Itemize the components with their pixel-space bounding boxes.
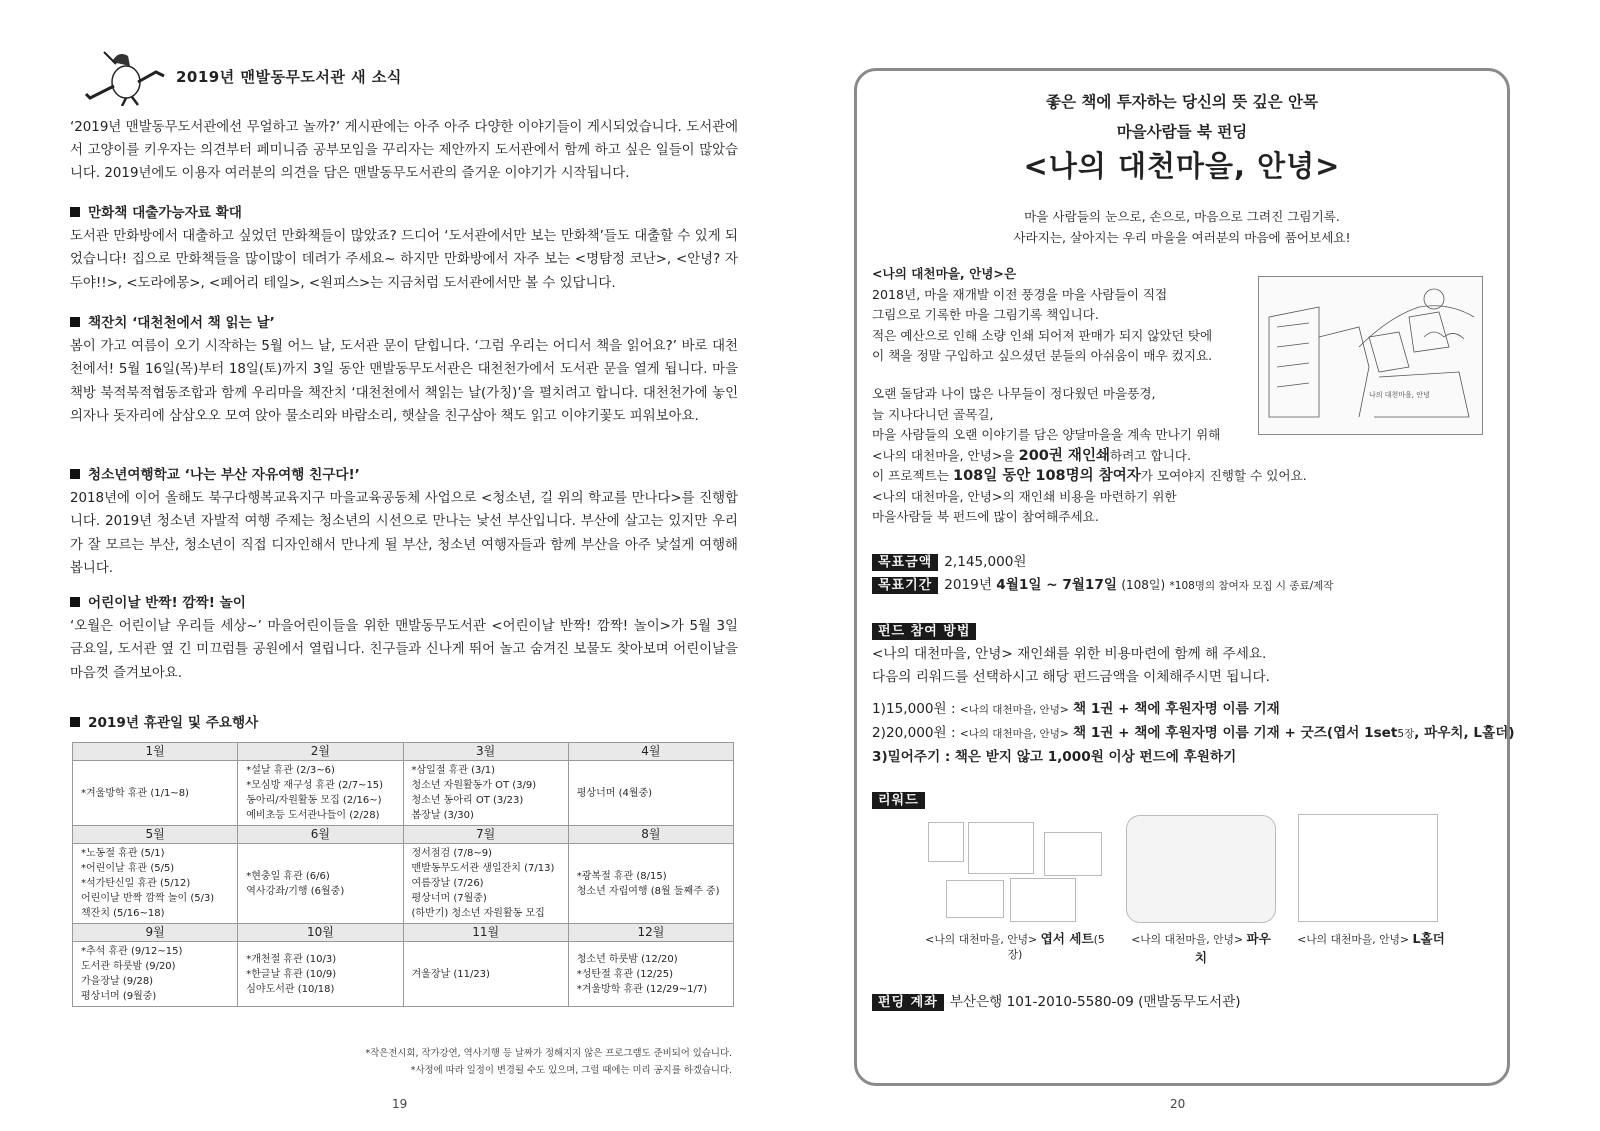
month-header: 1월	[73, 743, 238, 761]
schedule-cell	[568, 761, 733, 826]
section-heading: 어린이날 반짝! 깜짝! 놀이	[70, 592, 738, 615]
schedule-cell	[403, 761, 568, 826]
goal-value: 2,145,000원	[944, 554, 1027, 570]
schedule-item: 봄장날 (3/30)	[411, 810, 474, 821]
schedule-item: 예비초등 도서관나들이 (2/28)	[246, 810, 380, 821]
desc-line: 2018년, 마을 재개발 이전 풍경을 마을 사람들이 직접	[872, 286, 1168, 302]
note-line: *사정에 따라 일정이 변경될 수도 있으며, 그럴 때에는 미리 공지를 하겠습니다.	[410, 1065, 732, 1076]
square-bullet-icon	[70, 597, 80, 607]
account-tag: 펀딩 계좌	[872, 994, 944, 1011]
subtitle-line: 마을 사람들의 눈으로, 손으로, 마음으로 그려진 그림기록.	[1024, 209, 1340, 224]
month-header: 9월	[73, 924, 238, 942]
description-1	[872, 264, 1212, 367]
page-title: 2019년 맨발동무도서관 새 소식	[176, 68, 402, 86]
schedule-item: 평상너머 (4월중)	[576, 787, 653, 799]
postcard-image	[1044, 832, 1102, 876]
month-header-row	[73, 924, 734, 942]
section-book-festival	[70, 312, 738, 428]
section-comics	[70, 202, 738, 295]
headline-2: 마을사람들 북 펀딩	[1116, 123, 1248, 141]
schedule-cell	[238, 844, 403, 924]
schedule-cell	[568, 844, 733, 924]
schedule-item: 청소년 하룻밤 (12/20)	[576, 953, 678, 965]
square-bullet-icon	[70, 317, 80, 327]
desc-line: 그림으로 기록한 마을 그림기록 책입니다.	[872, 307, 1099, 322]
section-youth-travel	[70, 464, 738, 580]
method-section	[872, 620, 1270, 689]
schedule-item: 역사강좌/기행 (6월중)	[246, 885, 345, 897]
schedule-item: 가을장날 (9/28)	[81, 976, 154, 987]
period-note: *108명의 참여자 모집 시 종료/제작	[1169, 580, 1334, 592]
month-header-row	[73, 743, 734, 761]
postcard-image	[928, 822, 964, 862]
schedule-cell	[73, 844, 238, 924]
running-character-illustration	[82, 42, 168, 106]
subtitle	[854, 206, 1510, 248]
schedule-cell	[568, 942, 733, 1007]
section-body: 도서관 만화방에서 대출하고 싶었던 만화책들이 많았죠? 드디어 ‘도서관에서만 보는 만화책’들도 대출할 수 있게 되었습니다! 집으로 만화책들을 많이많이 데려가 주세요~ 하지만 만화방에서 자주 보는 <명탐정 코난>, <안녕? 자두야!!>, <도라에몽>, <페어리 테일>, <원피스>는 지금처럼 도서관에서만 볼 수 있답니다.	[70, 229, 738, 291]
month-header-row	[73, 826, 734, 844]
month-header: 2월	[238, 743, 403, 761]
reward-tag: 리워드	[872, 792, 925, 809]
square-bullet-icon	[70, 207, 80, 217]
schedule-item: *어린이날 휴관 (5/5)	[81, 863, 175, 874]
page-number: 19	[392, 1097, 408, 1111]
desc-line: 늘 지나다니던 골목길,	[872, 406, 994, 422]
section-heading: 청소년여행학교 ‘나는 부산 자유여행 친구다!’	[70, 464, 738, 487]
schedule-item: 도서관 하룻밤 (9/20)	[81, 961, 176, 972]
schedule-item: 심야도서관 (10/18)	[246, 983, 335, 995]
reward-options	[872, 698, 1515, 769]
schedule-item: 동아리/자원활동 모집 (2/16~)	[246, 795, 382, 806]
month-header: 4월	[568, 743, 733, 761]
schedule-item: 겨울장날 (11/23)	[411, 968, 490, 980]
option-1: 1)15,000원 : <나의 대천마을, 안녕> 책 1권 + 책에 후원자명 이름 기재	[872, 701, 1280, 717]
desc-line: <나의 대천마을, 안녕>은	[872, 266, 1017, 281]
schedule-item: (하반기) 청소년 자원활동 모집	[411, 908, 545, 919]
page-number: 20	[1170, 1097, 1186, 1111]
month-header: 6월	[238, 826, 403, 844]
headline-1: 좋은 책에 투자하는 당신의 뜻 깊은 안목	[1046, 93, 1318, 111]
method-tag: 펀드 참여 방법	[872, 623, 976, 640]
month-header: 12월	[568, 924, 733, 942]
book-title-headline: <나의 대천마을, 안녕>	[1023, 149, 1341, 183]
schedule-row	[73, 761, 734, 826]
schedule-item: *광복절 휴관 (8/15)	[576, 870, 667, 882]
section-heading: 2019년 휴관일 및 주요행사	[70, 712, 738, 735]
method-line: <나의 대천마을, 안녕> 재인쇄를 위한 비용마련에 함께 해 주세요.	[872, 646, 1267, 662]
schedule-item: *설날 휴관 (2/3~6)	[246, 765, 335, 776]
schedule-cell	[238, 942, 403, 1007]
month-header: 11월	[403, 924, 568, 942]
schedule-item: *노동절 휴관 (5/1)	[81, 848, 165, 859]
reward-header	[872, 790, 931, 811]
period-dates: 4월1일 ~ 7월17일	[996, 577, 1117, 593]
section-schedule	[70, 712, 738, 735]
subtitle-line: 사라지는, 살아지는 우리 마을을 여러분의 마음에 품어보세요!	[1013, 230, 1351, 245]
month-header: 3월	[403, 743, 568, 761]
month-header: 8월	[568, 826, 733, 844]
schedule-item: 평상너머 (9월중)	[81, 991, 157, 1002]
schedule-row	[73, 942, 734, 1007]
caption-l-holder: <나의 대천마을, 안녕> L홀더	[1297, 931, 1445, 946]
desc-line: 이 프로젝트는 108일 동안 108명의 참여자가 모여야지 진행할 수 있어요.	[872, 468, 1307, 484]
schedule-item: 맨발동무도서관 생일잔치 (7/13)	[411, 863, 555, 874]
schedule-item: *모심방 재구성 휴관 (2/7~15)	[246, 780, 384, 791]
schedule-item: 청소년 자립여행 (8월 둘째주 중)	[576, 885, 720, 897]
schedule-item: 여름장날 (7/26)	[411, 878, 484, 889]
goal-row	[872, 552, 1027, 573]
account-row	[872, 992, 1241, 1013]
desc-line: 이 책을 정말 구입하고 싶으셨던 분들의 아쉬움이 매우 컸지요.	[872, 348, 1213, 363]
schedule-item: 청소년 동아리 OT (3/23)	[411, 795, 524, 806]
desc-line: 오랜 돌담과 나이 많은 나무들이 정다웠던 마을풍경,	[872, 386, 1156, 401]
desc-line: <나의 대천마을, 안녕>을 200권 재인쇄하려고 합니다.	[872, 447, 1191, 464]
schedule-row	[73, 844, 734, 924]
square-bullet-icon	[70, 717, 80, 727]
month-header: 7월	[403, 826, 568, 844]
schedule-item: 정서점검 (7/8~9)	[411, 848, 492, 859]
postcard-image	[1010, 878, 1076, 922]
schedule-cell	[73, 761, 238, 826]
caption-postcards: <나의 대천마을, 안녕> 엽서 세트(5장)	[925, 931, 1105, 961]
period-row: 목표기간 2019년 4월1일 ~ 7월17일 (108일) *108명의 참여자 모집 시 종료/제작	[872, 575, 1333, 597]
desc-line: <나의 대천마을, 안녕>의 재인쇄 비용을 마련하기 위한	[872, 488, 1177, 504]
section-childrens-day	[70, 592, 738, 685]
postcard-image	[946, 880, 1004, 918]
schedule-item: *개천절 휴관 (10/3)	[246, 953, 337, 965]
l-holder-image	[1298, 814, 1438, 922]
schedule-item: *추석 휴관 (9/12~15)	[81, 946, 183, 957]
schedule-item: *겨울방학 휴관 (1/1~8)	[81, 787, 189, 799]
schedule-cell	[403, 942, 568, 1007]
option-3: 3)밀어주기 : 책은 받지 않고 1,000원 이상 펀드에 후원하기	[872, 749, 1237, 765]
section-body: 봄이 가고 여름이 오기 시작하는 5월 어느 날, 도서관 문이 닫힙니다. ‘그럼 우리는 어디서 책을 읽어요?’ 바로 대천천에서! 5월 16일(목)부터 18일(토)까지 3일 동안 맨발동무도서관은 대천천가에서 도서관 문을 열게 됩니다. 마을책방 북적북적협동조합과 함께 우리마을 책잔치 ‘대천천에서 책읽는 날(가칭)’을 펼치려고 합니다. 대천천가에 놓인 의자나 돗자리에 삼삼오오 모여 앉아 물소리와 바람소리, 햇살을 친구삼아 책도 읽고 이야기꽃도 피워보아요.	[70, 339, 738, 424]
schedule-item: 책잔치 (5/16~18)	[81, 908, 165, 919]
caption-pouch: <나의 대천마을, 안녕> 파우치	[1131, 931, 1271, 965]
intro-paragraph: ‘2019년 맨발동무도서관에선 무얼하고 놀까?’ 게시판에는 아주 아주 다양한 이야기들이 게시되었습니다. 도서관에서 고양이를 키우자는 의견부터 페미니즘 공부모임을 꾸리자는 제안까지 도서관에서 함께 하고 싶은 일들이 많았습니다. 2019년에도 이용자 여러분의 의견을 담은 맨발동무도서관의 즐거운 이야기가 시작됩니다.	[70, 120, 738, 182]
section-heading: 책잔치 ‘대천천에서 책 읽는 날’	[70, 312, 738, 335]
goal-tag: 목표금액	[872, 554, 938, 571]
section-body: 2018년에 이어 올해도 북구다행복교육지구 마을교육공동체 사업으로 <청소년, 길 위의 학교를 만나다>를 진행합니다. 2019년 청소년 자발적 여행 주제는 청소년의 시선으로 만나는 낯선 부산입니다. 부산에 살고는 있지만 우리가 잘 모르는 부산, 청소년이 직접 디자인해서 만나게 될 부산, 청소년 여행자들과 함께 부산을 아주 낯설게 여행해 봅니다.	[70, 491, 738, 576]
option-2: 2)20,000원 : <나의 대천마을, 안녕> 책 1권 + 책에 후원자명 이름 기재 + 굿즈(엽서 1set5장, 파우치, L홀더)	[872, 725, 1515, 741]
note-line: *작은전시회, 작가강연, 역사기행 등 날짜가 정해지지 않은 프로그램도 준비되어 있습니다.	[365, 1048, 732, 1059]
description-2	[872, 384, 1307, 528]
schedule-item: *겨울방학 휴관 (12/29~1/7)	[576, 983, 708, 995]
desc-line: 마을 사람들의 오랜 이야기를 담은 양달마을을 계속 만나기 위해	[872, 427, 1221, 442]
schedule-cell	[238, 761, 403, 826]
account-value: 부산은행 101-2010-5580-09 (맨발동무도서관)	[949, 994, 1241, 1010]
method-line: 다음의 리워드를 선택하시고 해당 펀드금액을 이체해주시면 됩니다.	[872, 669, 1270, 685]
period-tag: 목표기간	[872, 577, 938, 594]
schedule-item: *현충일 휴관 (6/6)	[246, 870, 330, 882]
month-header: 10월	[238, 924, 403, 942]
schedule-table	[72, 742, 734, 1007]
schedule-item: 어린이날 반짝 깜짝 놀이 (5/3)	[81, 893, 215, 904]
desc-line: 적은 예산으로 인해 소량 인쇄 되어져 판매가 되지 않았던 탓에	[872, 327, 1213, 343]
schedule-item: 평상너머 (7월중)	[411, 893, 487, 904]
section-heading: 만화책 대출가능자료 확대	[70, 202, 738, 225]
schedule-item: *한글날 휴관 (10/9)	[246, 968, 337, 980]
schedule-cell	[403, 844, 568, 924]
postcard-image	[968, 822, 1034, 874]
schedule-item: *삼일절 휴관 (3/1)	[411, 765, 496, 776]
desc-line: 마을사람들 북 펀드에 많이 참여해주세요.	[872, 509, 1099, 524]
schedule-item: 청소년 자원활동가 OT (3/9)	[411, 780, 537, 791]
schedule-cell	[73, 942, 238, 1007]
schedule-item: *석가탄신일 휴관 (5/12)	[81, 878, 191, 889]
pouch-image	[1126, 815, 1276, 923]
book-cover-title: 나의 대천마을, 안녕	[1369, 391, 1430, 399]
section-body: ‘오월은 어린이날 우리들 세상~’ 마을어린이들을 위한 맨발동무도서관 <어린이날 반짝! 깜짝! 놀이>가 5월 3일 금요일, 도서관 옆 긴 미끄럼틀 공원에서 열립니다. 친구들과 신나게 뛰어 놀고 숨겨진 보물도 찾아보며 어린이날을 마음껏 즐겨보아요.	[70, 619, 738, 681]
schedule-item: *성탄절 휴관 (12/25)	[576, 968, 674, 980]
square-bullet-icon	[70, 469, 80, 479]
month-header: 5월	[73, 826, 238, 844]
schedule-notes	[366, 1045, 732, 1079]
